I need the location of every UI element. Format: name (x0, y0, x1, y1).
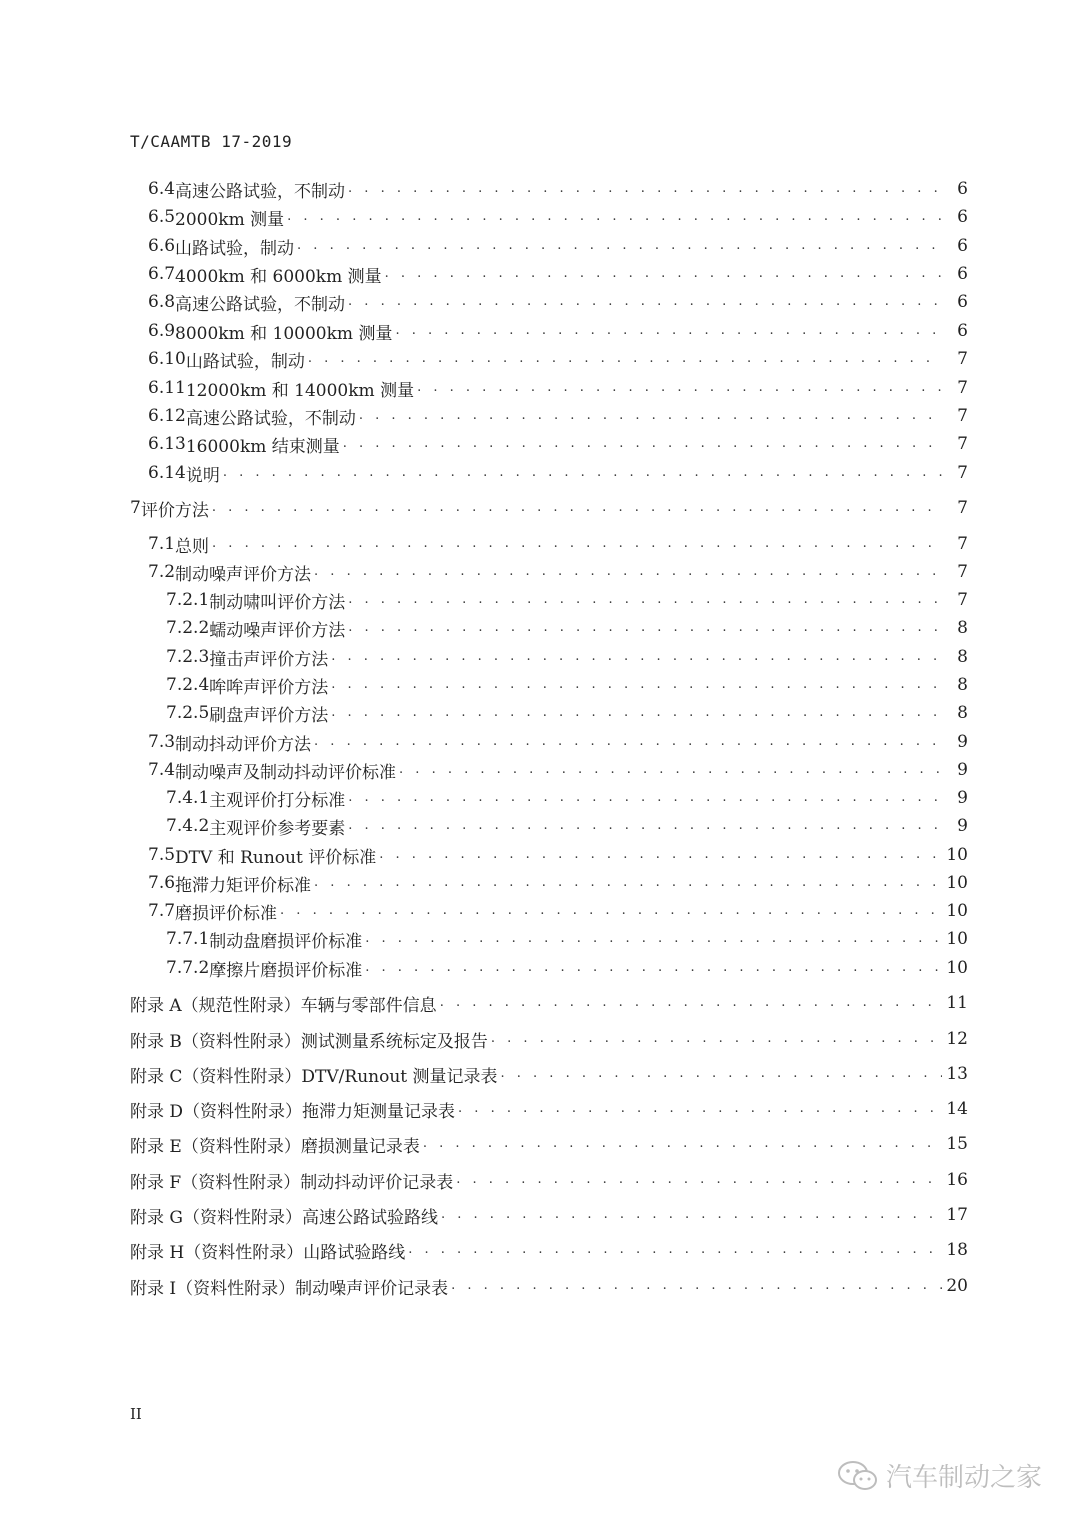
toc-page: 20 (946, 1276, 968, 1296)
toc-page: 7 (957, 463, 968, 483)
toc-number: 6.6 (148, 236, 176, 256)
toc-leader (451, 1274, 942, 1298)
toc-entry (148, 461, 968, 485)
toc-entry (148, 730, 968, 754)
toc-page: 7 (957, 434, 968, 454)
toc-leader (399, 758, 942, 782)
toc-entry (130, 1062, 968, 1086)
toc-number: 附录 H（资料性附录） (130, 1242, 304, 1263)
toc-title: 2000km 测量 (175, 209, 285, 230)
toc-page: 6 (957, 236, 968, 256)
toc-leader (365, 956, 942, 980)
toc-page: 11 (946, 993, 968, 1013)
toc-entry (148, 843, 968, 867)
toc-title: 高速公路试验，不制动 (175, 294, 346, 315)
toc-number: 6.13 (148, 434, 186, 454)
toc-page: 7 (957, 406, 968, 426)
toc-entry (130, 1203, 968, 1227)
toc-entry (166, 786, 968, 810)
toc-leader (408, 1238, 942, 1262)
toc-number: 6.4 (148, 179, 176, 199)
toc-leader (308, 347, 942, 371)
toc-leader (331, 645, 942, 669)
toc-leader (501, 1062, 942, 1086)
toc-leader (297, 234, 942, 258)
toc-leader (440, 991, 942, 1015)
toc-leader (456, 1168, 942, 1192)
toc-page: 16 (946, 1170, 968, 1190)
toc-leader (348, 177, 942, 201)
toc-entry (166, 673, 968, 697)
toc-leader (314, 871, 942, 895)
toc-page: 6 (957, 207, 968, 227)
toc-number: 附录 G（资料性附录） (130, 1207, 302, 1228)
toc-page: 10 (946, 958, 968, 978)
toc-number: 7.6 (148, 873, 176, 893)
toc-title: 主观评价打分标准 (209, 790, 346, 811)
toc-title: 评价方法 (140, 500, 209, 521)
toc-entry (148, 376, 968, 400)
toc-leader (491, 1027, 942, 1051)
toc-leader (348, 786, 942, 810)
toc-number: 6.9 (148, 321, 176, 341)
wechat-icon (836, 1459, 880, 1493)
toc-title: 制动啸叫评价方法 (209, 592, 346, 613)
toc-leader (343, 432, 942, 456)
toc-title: 车辆与零部件信息 (300, 995, 437, 1016)
toc-number: 7.2.4 (166, 675, 210, 695)
toc-entry (148, 899, 968, 923)
toc-number: 附录 A（规范性附录） (130, 995, 301, 1016)
toc-page: 6 (957, 321, 968, 341)
toc-title: 拖滞力矩评价标准 (175, 875, 312, 896)
toc-number: 附录 E（资料性附录） (130, 1136, 301, 1157)
toc-page: 7 (957, 498, 968, 518)
watermark-text: 汽车制动之家 (886, 1463, 1043, 1493)
toc-number: 7.2 (148, 562, 176, 582)
toc-page: 9 (957, 816, 968, 836)
toc-number: 6.11 (148, 378, 186, 398)
toc-title: 山路试验，制动 (185, 351, 305, 372)
toc-title: 16000km 结束测量 (185, 436, 340, 457)
toc-entry (148, 404, 968, 428)
toc-number: 7.7.2 (166, 958, 210, 978)
toc-leader (441, 1203, 942, 1227)
toc-title: 制动噪声评价方法 (175, 564, 312, 585)
toc-page: 6 (957, 264, 968, 284)
toc-page: 15 (946, 1134, 968, 1154)
toc-number: 7.7 (148, 901, 176, 921)
toc-title: 制动抖动评价记录表 (300, 1172, 454, 1193)
toc-entry (166, 616, 968, 640)
toc-number: 附录 F（资料性附录） (130, 1172, 301, 1193)
toc-title: 8000km 和 10000km 测量 (175, 323, 393, 344)
toc-entry (148, 177, 968, 201)
toc-title: 4000km 和 6000km 测量 (175, 266, 382, 287)
toc-page: 6 (957, 292, 968, 312)
toc-title: 高速公路试验，不制动 (185, 408, 356, 429)
toc-page: 10 (946, 845, 968, 865)
toc-number: 7.3 (148, 732, 176, 752)
toc-entry (148, 234, 968, 258)
toc-leader (417, 376, 942, 400)
toc-leader (287, 205, 942, 229)
toc-leader (359, 404, 942, 428)
toc-leader (331, 701, 942, 725)
toc-entry (148, 319, 968, 343)
toc-page: 6 (957, 179, 968, 199)
toc-leader (314, 560, 942, 584)
toc-entry (166, 956, 968, 980)
toc-page: 7 (957, 534, 968, 554)
toc-entry (130, 496, 968, 520)
toc-page: 7 (957, 349, 968, 369)
toc-title: 高速公路试验路线 (301, 1207, 438, 1228)
toc-title: 制动噪声及制动抖动评价标准 (175, 762, 397, 783)
toc-leader (348, 814, 942, 838)
toc-entry (130, 1027, 968, 1051)
toc-entry (130, 1097, 968, 1121)
toc-number: 附录 D（资料性附录） (130, 1101, 303, 1122)
toc-number: 7.2.2 (166, 618, 210, 638)
toc-entry (148, 532, 968, 556)
toc-entry (166, 927, 968, 951)
toc-entry (148, 432, 968, 456)
toc-leader (385, 262, 942, 286)
toc-page: 10 (946, 929, 968, 949)
toc-title: 磨损评价标准 (175, 903, 278, 924)
toc-leader (458, 1097, 942, 1121)
toc-number: 6.12 (148, 406, 186, 426)
toc-page: 10 (946, 901, 968, 921)
toc-leader (423, 1132, 942, 1156)
toc-entry (166, 645, 968, 669)
toc-title: 主观评价参考要素 (209, 818, 346, 839)
toc-entry (130, 1274, 968, 1298)
toc-entry (166, 814, 968, 838)
toc-entry (166, 588, 968, 612)
toc-page: 9 (957, 788, 968, 808)
toc-title: 山路试验路线 (303, 1242, 406, 1263)
toc-title: 磨损测量记录表 (300, 1136, 420, 1157)
toc-number: 6.8 (148, 292, 176, 312)
toc-number: 6.10 (148, 349, 186, 369)
toc-leader (212, 496, 942, 520)
toc-number: 7.2.1 (166, 590, 210, 610)
toc-title: 制动抖动评价方法 (175, 734, 312, 755)
toc-leader (212, 532, 942, 556)
toc-page: 18 (946, 1240, 968, 1260)
toc-leader (348, 588, 942, 612)
toc-leader (314, 730, 942, 754)
toc-page: 8 (957, 703, 968, 723)
toc-title: 撞击声评价方法 (209, 649, 329, 670)
toc-title: 摩擦片磨损评价标准 (209, 960, 363, 981)
toc-entry (148, 560, 968, 584)
toc-entry (130, 1238, 968, 1262)
toc-entry (148, 347, 968, 371)
toc-leader (348, 616, 942, 640)
toc-entry (148, 871, 968, 895)
toc-entry (148, 290, 968, 314)
toc-title: 12000km 和 14000km 测量 (185, 380, 415, 401)
toc-title: 高速公路试验，不制动 (175, 181, 346, 202)
toc-title: 山路试验，制动 (175, 238, 295, 259)
toc-title: 总则 (175, 536, 210, 557)
toc-title: 拖滞力矩测量记录表 (302, 1101, 456, 1122)
toc-page: 7 (957, 562, 968, 582)
toc-entry (130, 1132, 968, 1156)
standard-code: T/CAAMTB 17-2019 (130, 132, 293, 151)
toc-leader (395, 319, 942, 343)
watermark (836, 1457, 1042, 1494)
toc-title: 说明 (185, 465, 220, 486)
toc-number: 6.14 (148, 463, 186, 483)
toc-entry (130, 991, 968, 1015)
page-number-roman: II (130, 1405, 142, 1423)
toc-number: 7 (130, 498, 141, 518)
toc-page: 14 (946, 1099, 968, 1119)
toc-title: 刷盘声评价方法 (209, 705, 329, 726)
toc-number: 7.4.2 (166, 816, 210, 836)
toc-page: 10 (946, 873, 968, 893)
toc-page: 17 (946, 1205, 968, 1225)
toc-number: 附录 I（资料性附录） (130, 1278, 296, 1299)
toc-page: 8 (957, 618, 968, 638)
toc-number: 7.4 (148, 760, 176, 780)
toc-number: 附录 B（资料性附录） (130, 1031, 301, 1052)
toc-page: 7 (957, 590, 968, 610)
toc-number: 6.5 (148, 207, 176, 227)
toc-entry (148, 758, 968, 782)
toc-leader (348, 290, 942, 314)
toc-leader (280, 899, 942, 923)
toc-number: 6.7 (148, 264, 176, 284)
toc-number: 7.5 (148, 845, 176, 865)
toc-entry (130, 1168, 968, 1192)
toc-number: 7.2.3 (166, 647, 210, 667)
toc-title: DTV/Runout 测量记录表 (301, 1066, 498, 1087)
toc-page: 8 (957, 675, 968, 695)
toc-page: 9 (957, 760, 968, 780)
toc-entry (148, 262, 968, 286)
toc-title: 制动噪声评价记录表 (295, 1278, 449, 1299)
toc-leader (365, 927, 942, 951)
toc-entry (148, 205, 968, 229)
toc-number: 7.7.1 (166, 929, 210, 949)
toc-leader (379, 843, 942, 867)
toc-leader (223, 461, 942, 485)
toc-title: 哞哞声评价方法 (209, 677, 329, 698)
toc-page: 7 (957, 378, 968, 398)
toc-title: 制动盘磨损评价标准 (209, 931, 363, 952)
toc-number: 7.2.5 (166, 703, 210, 723)
toc-title: 蠕动噪声评价方法 (209, 620, 346, 641)
toc-title: 测试测量系统标定及报告 (300, 1031, 488, 1052)
toc-page: 8 (957, 647, 968, 667)
toc-number: 7.4.1 (166, 788, 210, 808)
toc-leader (331, 673, 942, 697)
toc-entry (166, 701, 968, 725)
toc-number: 7.1 (148, 534, 176, 554)
toc-title: DTV 和 Runout 评价标准 (175, 847, 377, 868)
toc-page: 12 (946, 1029, 968, 1049)
toc-page: 13 (946, 1064, 968, 1084)
toc-number: 附录 C（资料性附录） (130, 1066, 302, 1087)
toc-page: 9 (957, 732, 968, 752)
